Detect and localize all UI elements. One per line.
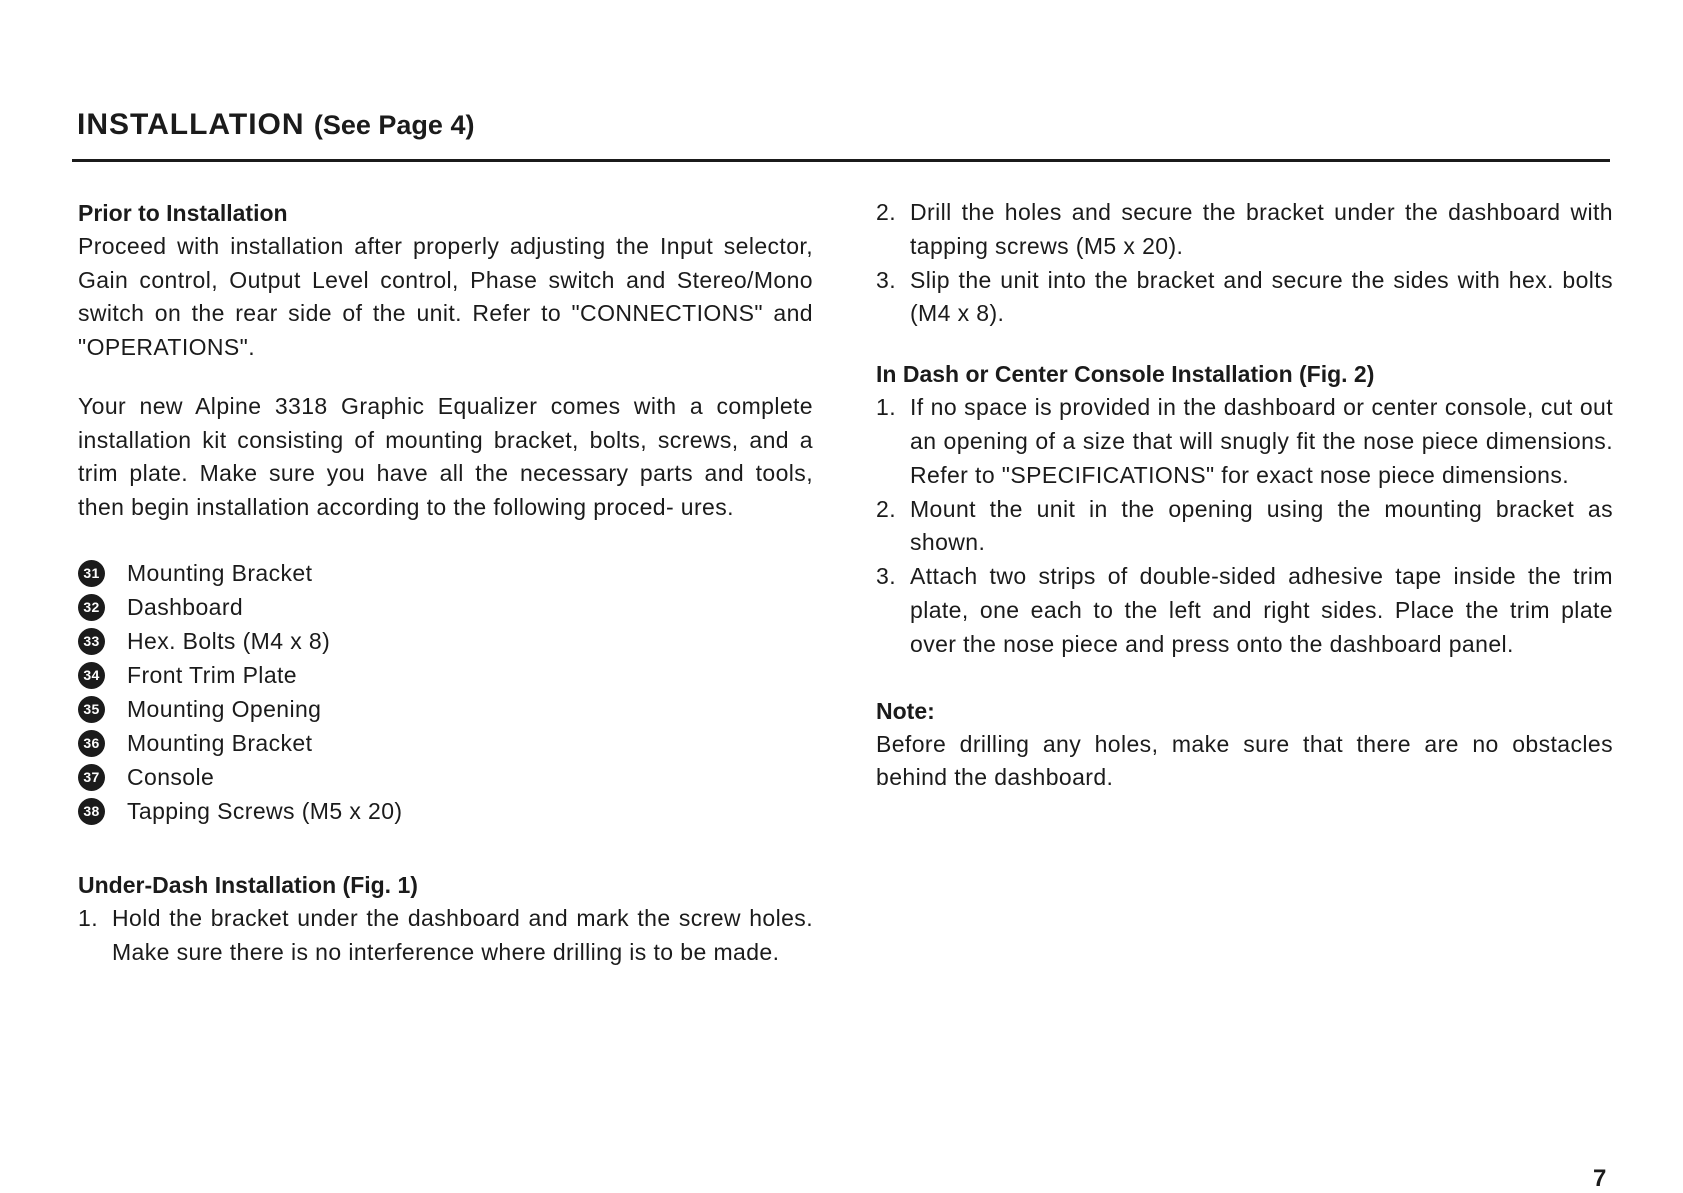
parts-list-item [78, 692, 813, 726]
part-label: Mounting Bracket [127, 560, 313, 586]
part-label: Tapping Screws (M5 x 20) [127, 798, 403, 824]
underdash-steps-start [78, 902, 813, 970]
step-number: 3. [876, 266, 896, 293]
parts-list-item [78, 556, 813, 590]
page-number: 7 [1593, 1165, 1607, 1192]
part-number-badge: 36 [78, 730, 105, 757]
prior-installation-text: Proceed with installation after properly adjusting the Input selector, Gain control, Output Level control, Phase switch and Stereo/Mono switch on the rear side of the unit. Refer to "CONNECTIONS" and "OPERATIONS". [78, 233, 813, 360]
intro-text: Your new Alpine 3318 Graphic Equalizer comes with a complete installation kit consisting of mounting bracket, bolts, screws, and a trim plate. Make sure you have all the necessary parts and tools, then begin installation according to the following proced- ures. [78, 393, 813, 520]
page-title [77, 108, 474, 142]
part-number-badge: 33 [78, 628, 105, 655]
parts-list-item [78, 658, 813, 692]
step-number: 2. [876, 495, 896, 522]
step-item [876, 391, 1613, 492]
step-item [876, 264, 1613, 332]
step-item [876, 196, 1613, 264]
underdash-heading: Under-Dash Installation (Fig. 1) [78, 872, 418, 898]
part-number-badge: 37 [78, 764, 105, 791]
prior-installation-heading: Prior to Installation [78, 200, 288, 226]
part-number-badge: 31 [78, 560, 105, 587]
spacer [78, 364, 813, 390]
step-text: Attach two strips of double-sided adhesive tape inside the trim plate, one each to the left and right sides. Place the trim plate over the nose piece and press onto the dashboard panel. [910, 563, 1613, 657]
part-number-badge: 32 [78, 594, 105, 621]
parts-list-item [78, 760, 813, 794]
spacer [876, 662, 1613, 694]
step-item [876, 493, 1613, 561]
step-item [876, 560, 1613, 661]
part-number-badge: 35 [78, 696, 105, 723]
part-number-badge: 38 [78, 798, 105, 825]
step-number: 3. [876, 563, 896, 590]
part-number-badge: 34 [78, 662, 105, 689]
part-label: Dashboard [127, 594, 244, 620]
right-column [876, 196, 1613, 795]
title-divider [72, 159, 1610, 162]
part-label: Hex. Bolts (M4 x 8) [127, 628, 331, 654]
step-number: 2. [876, 199, 896, 225]
parts-list [78, 556, 813, 828]
step-text: If no space is provided in the dashboard or center console, cut out an opening of a size that will snugly fit the nose piece dimensions. Refer to "SPECIFICATIONS" for exact nose piece dimensions. [910, 394, 1613, 488]
spacer [78, 828, 813, 868]
spacer [876, 331, 1613, 357]
note-heading: Note: [876, 697, 935, 724]
part-label: Mounting Opening [127, 696, 322, 722]
left-column [78, 196, 813, 970]
part-label: Front Trim Plate [127, 662, 297, 688]
page-title-reference: (See Page 4) [313, 110, 475, 140]
page-title-main: INSTALLATION [77, 108, 305, 141]
step-text: Mount the unit in the opening using the mounting bracket as shown. [910, 495, 1613, 556]
parts-list-item [78, 794, 813, 828]
step-text: Drill the holes and secure the bracket under the dashboard with tapping screws (M5 x 20). [910, 199, 1613, 259]
part-label: Console [127, 764, 215, 790]
step-text: Slip the unit into the bracket and secure the sides with hex. bolts (M4 x 8). [910, 266, 1613, 327]
spacer [78, 524, 813, 556]
indash-steps [876, 391, 1613, 661]
parts-list-item [78, 726, 813, 760]
part-label: Mounting Bracket [127, 730, 313, 756]
underdash-steps-continued [876, 196, 1613, 331]
step-text: Hold the bracket under the dashboard and mark the screw holes. Make sure there is no interference where drilling is to be made. [112, 905, 813, 965]
step-item [78, 902, 813, 970]
step-number: 1. [876, 394, 896, 421]
step-number: 1. [78, 905, 98, 931]
indash-heading: In Dash or Center Console Installation (Fig. 2) [876, 361, 1375, 388]
note-text: Before drilling any holes, make sure that there are no obstacles behind the dashboard. [876, 730, 1613, 791]
parts-list-item [78, 624, 813, 658]
parts-list-item [78, 590, 813, 624]
